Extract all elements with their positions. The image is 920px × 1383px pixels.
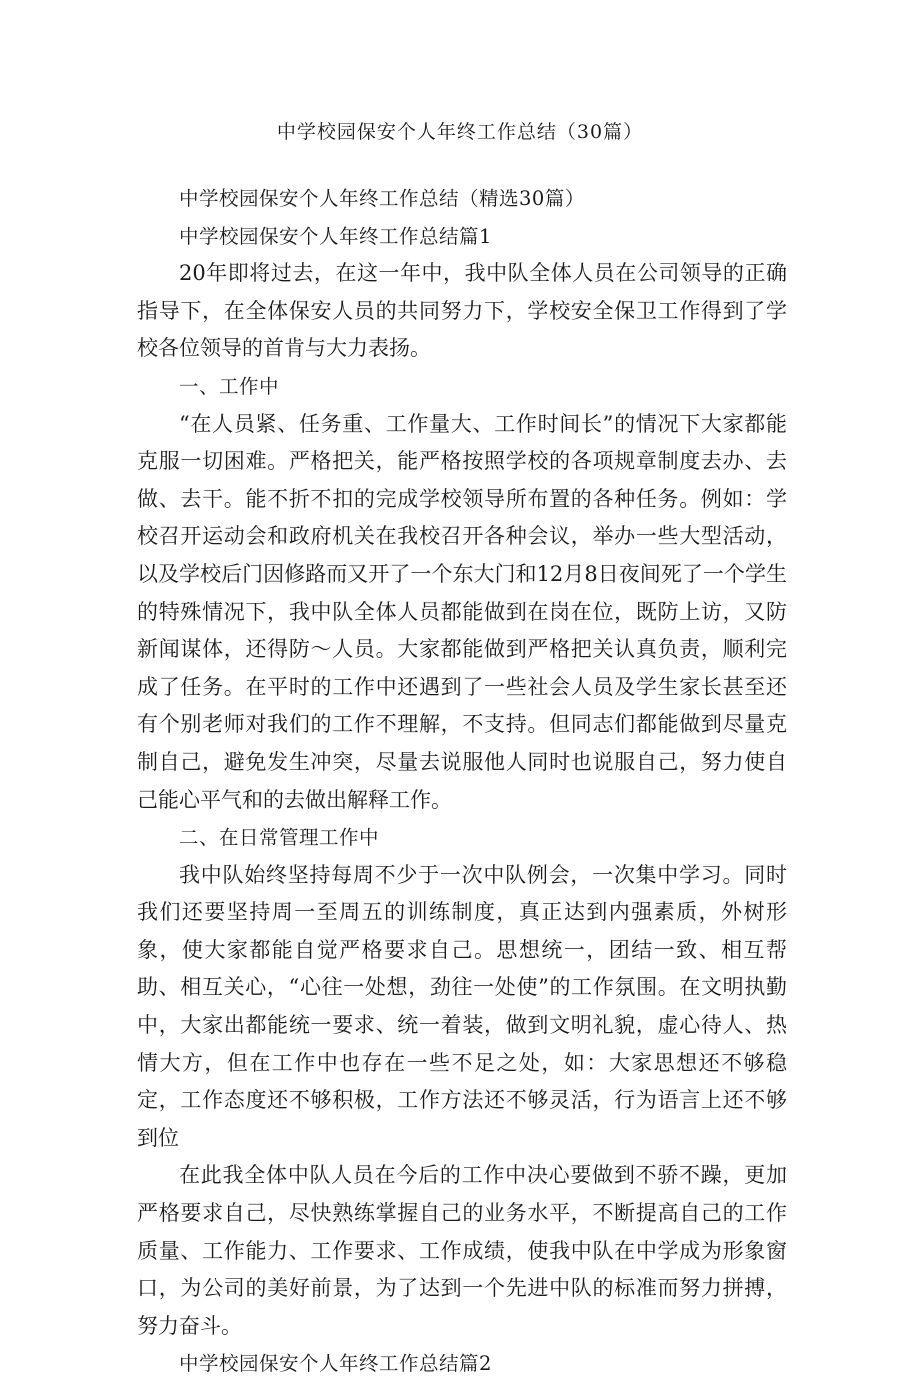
section-heading-2: 中学校园保安个人年终工作总结篇2 [179,1352,492,1376]
part-heading-2: 二、在日常管理工作中 [179,826,380,850]
document-subtitle: 中学校园保安个人年终工作总结（精选30篇） [179,187,585,210]
part1-paragraph: “在人员紧、任务重、工作量大、工作时间长”的情况下大家都能克服一切困难。严格把关，能严格按照学校的各项规章制度去办、去做、去干。能不折不扣的完成学校领导所布置的各种任务。例如：学校召开运动会和政府机关在我校召开各种会议，举办一些大型活动，以及学校后门因修路而又开了一个东大门和12月8日夜间死了一个学生的特殊情况下，我中队全体人员都能做到在岗在位，既防上访，又防新闻谋体，还得防～人员。大家都能做到严格把关认真负责，顺利完成了任务。在平时的工作中还遇到了一些社会人员及学生家长甚至还有个别老师对我们的工作不理解，不支持。但同志们都能做到尽量克制自己，避免发生冲突，尽量去说服他人同时也说服自己，努力使自己能心平气和的去做出解释工作。 [137,411,787,812]
intro-paragraph: 20年即将过去，在这一年中，我中队全体人员在公司领导的正确指导下，在全体保安人员的共同努力下，学校安全保卫工作得到了学校各位领导的首肯与大力表扬。 [137,261,787,361]
part-heading-1: 一、工作中 [179,374,280,398]
closing-paragraph: 在此我全体中队人员在今后的工作中决心要做到不骄不躁，更加严格要求自己，尽快熟练掌握自己的业务水平，不断提高自己的工作质量、工作能力、工作要求、工作成绩，使我中队在中学成为形象窗口，为公司的美好前景，为了达到一个先进中队的标准而努力拼搏，努力奋斗。 [137,1163,787,1338]
part2-paragraph: 我中队始终坚持每周不少于一次中队例会，一次集中学习。同时我们还要坚持周一至周五的训练制度，真正达到内强素质，外树形象，使大家都能自觉严格要求自己。思想统一，团结一致、相互帮助、相互关心，“心往一处想，劲往一处使”的工作氛围。在文明执勤中，大家出都能统一要求、统一着装，做到文明礼貌，虚心待人、热情大方，但在工作中也存在一些不足之处，如：大家思想还不够稳定，工作态度还不够积极，工作方法还不够灵活，行为语言上还不够到位 [137,862,787,1150]
document-body [137,180,787,1383]
document-title: 中学校园保安个人年终工作总结（30篇） [276,121,644,143]
section-heading-1: 中学校园保安个人年终工作总结篇1 [179,224,492,248]
